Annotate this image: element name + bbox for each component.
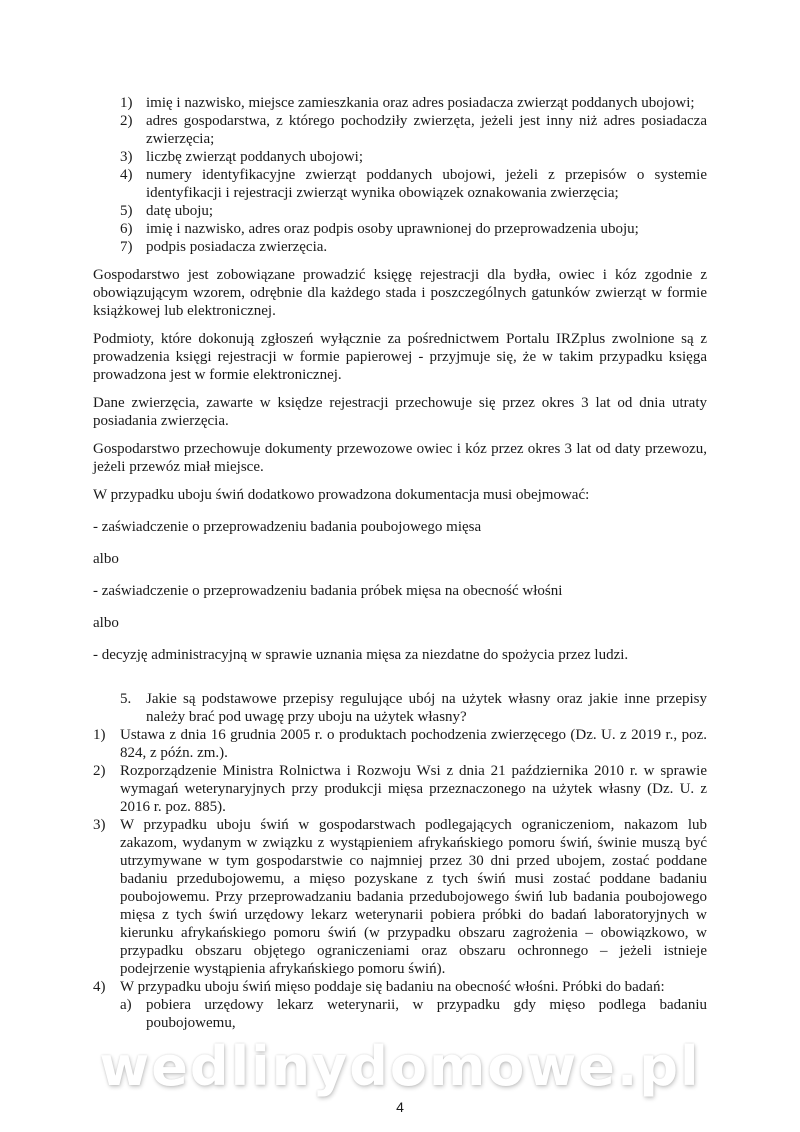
paragraph: - zaświadczenie o przeprowadzeniu badania próbek mięsa na obecność włośni bbox=[93, 583, 563, 599]
paragraph: Gospodarstwo przechowuje dokumenty przewozowe owiec i kóz przez okres 3 lat od daty przewozu, jeżeli przewóz miał miejsce. bbox=[93, 441, 707, 475]
question-section bbox=[93, 690, 707, 1032]
question-heading bbox=[93, 690, 707, 726]
list-item bbox=[93, 816, 707, 978]
paragraph: - decyzję administracyjną w sprawie uznania mięsa za niezdatne do spożycia przez ludzi. bbox=[93, 647, 629, 663]
list-item bbox=[93, 762, 707, 816]
item-number: 7) bbox=[120, 239, 133, 255]
body-paragraphs bbox=[93, 266, 707, 664]
question-text: Jakie są podstawowe przepisy regulujące ubój na użytek własny oraz jakie inne przepisy należy brać pod uwagę przy uboju na użytek własny? bbox=[146, 691, 707, 725]
page-number: 4 bbox=[396, 1099, 404, 1115]
item-number: 1) bbox=[93, 727, 106, 743]
slaughter-record-list bbox=[93, 94, 707, 256]
sub-list-item bbox=[93, 996, 707, 1032]
item-text: pobiera urzędowy lekarz weterynarii, w przypadku gdy mięso podlega badaniu poubojowemu, bbox=[146, 997, 707, 1031]
item-text: liczbę zwierząt poddanych ubojowi; bbox=[146, 149, 364, 165]
item-text: W przypadku uboju świń mięso poddaje się badaniu na obecność włośni. Próbki do badań: bbox=[120, 979, 665, 995]
item-number: 2) bbox=[120, 113, 133, 129]
item-text: Ustawa z dnia 16 grudnia 2005 r. o produktach pochodzenia zwierzęcego (Dz. U. z 2019 r., poz. 824, z późn. zm.). bbox=[120, 727, 707, 761]
item-number: 6) bbox=[120, 221, 133, 237]
item-text: adres gospodarstwa, z którego pochodziły zwierzęta, jeżeli jest inny niż adres posiadacza zwierzęcia; bbox=[146, 113, 707, 147]
paragraph: Gospodarstwo jest zobowiązane prowadzić księgę rejestracji dla bydła, owiec i kóz zgodnie z obowiązującym wzorem, odrębnie dla każdego stada i poszczególnych gatunków zwierząt w formie książkowej lub elektronicznej. bbox=[93, 267, 707, 319]
paragraph: albo bbox=[93, 551, 119, 567]
item-number: 1) bbox=[120, 95, 133, 111]
list-item bbox=[93, 726, 707, 762]
item-text: numery identyfikacyjne zwierząt poddanych ubojowi, jeżeli z przepisów o systemie identyfikacji i rejestracji zwierząt wynika obowiązek oznakowania zwierzęcia; bbox=[146, 167, 707, 201]
item-text: podpis posiadacza zwierzęcia. bbox=[146, 239, 328, 255]
item-letter: a) bbox=[120, 997, 132, 1013]
item-text: imię i nazwisko, adres oraz podpis osoby uprawnionej do przeprowadzenia uboju; bbox=[146, 221, 639, 237]
item-text: datę uboju; bbox=[146, 203, 214, 219]
list-item bbox=[93, 112, 707, 148]
list-item bbox=[93, 220, 707, 238]
item-number: 3) bbox=[120, 149, 133, 165]
item-number: 4) bbox=[120, 167, 133, 183]
list-item bbox=[93, 238, 707, 256]
item-text: W przypadku uboju świń w gospodarstwach podlegających ograniczeniom, nakazom lub zakazom, wydanym w związku z wystąpieniem afrykańskiego pomoru świń, świnie muszą być utrzymywane w tym gospodarstwie co najmniej przez 30 dni przed ubojem, zostać poddane badaniu przedubojowemu, a mięso pozyskane z tych świń musi zostać poddane badaniu poubojowemu. Przy przeprowadzaniu badania przedubojowego świń lub badania poubojowego mięsa z tych świń urzędowy lekarz weterynarii pobiera próbki do badań laboratoryjnych w kierunku afrykańskiego pomoru świń (w przypadku obszaru zagrożenia – obowiązkowo, w przypadku obszaru objętego ograniczeniami oraz obszaru ochronnego – jeżeli istnieje podejrzenie wystąpienia afrykańskiego pomoru świń). bbox=[120, 817, 707, 977]
list-item bbox=[93, 148, 707, 166]
paragraph: albo bbox=[93, 615, 119, 631]
paragraph: Dane zwierzęcia, zawarte w księdze rejestracji przechowuje się przez okres 3 lat od dnia utraty posiadania zwierzęcia. bbox=[93, 395, 707, 429]
item-number: 2) bbox=[93, 763, 106, 779]
list-item bbox=[93, 978, 707, 996]
question-number: 5. bbox=[120, 691, 132, 707]
list-item bbox=[93, 166, 707, 202]
watermark: wedlinydomowe.pl bbox=[99, 1035, 701, 1098]
item-number: 5) bbox=[120, 203, 133, 219]
item-text: imię i nazwisko, miejsce zamieszkania oraz adres posiadacza zwierząt poddanych ubojowi; bbox=[146, 95, 695, 111]
item-number: 4) bbox=[93, 979, 106, 995]
item-number: 3) bbox=[93, 817, 106, 833]
list-item bbox=[93, 202, 707, 220]
list-item bbox=[93, 94, 707, 112]
item-text: Rozporządzenie Ministra Rolnictwa i Rozwoju Wsi z dnia 21 października 2010 r. w sprawie wymagań weterynaryjnych przy produkcji mięsa przeznaczonego na użytek własny (Dz. U. z 2016 r. poz. 885). bbox=[120, 763, 707, 815]
paragraph: W przypadku uboju świń dodatkowo prowadzona dokumentacja musi obejmować: bbox=[93, 487, 590, 503]
paragraph: Podmioty, które dokonują zgłoszeń wyłącznie za pośrednictwem Portalu IRZplus zwolnione są z prowadzenia księgi rejestracji w formie papierowej - przyjmuje się, że w takim przypadku księga prowadzona jest w formie elektronicznej. bbox=[93, 331, 707, 383]
paragraph: - zaświadczenie o przeprowadzeniu badania poubojowego mięsa bbox=[93, 519, 482, 535]
